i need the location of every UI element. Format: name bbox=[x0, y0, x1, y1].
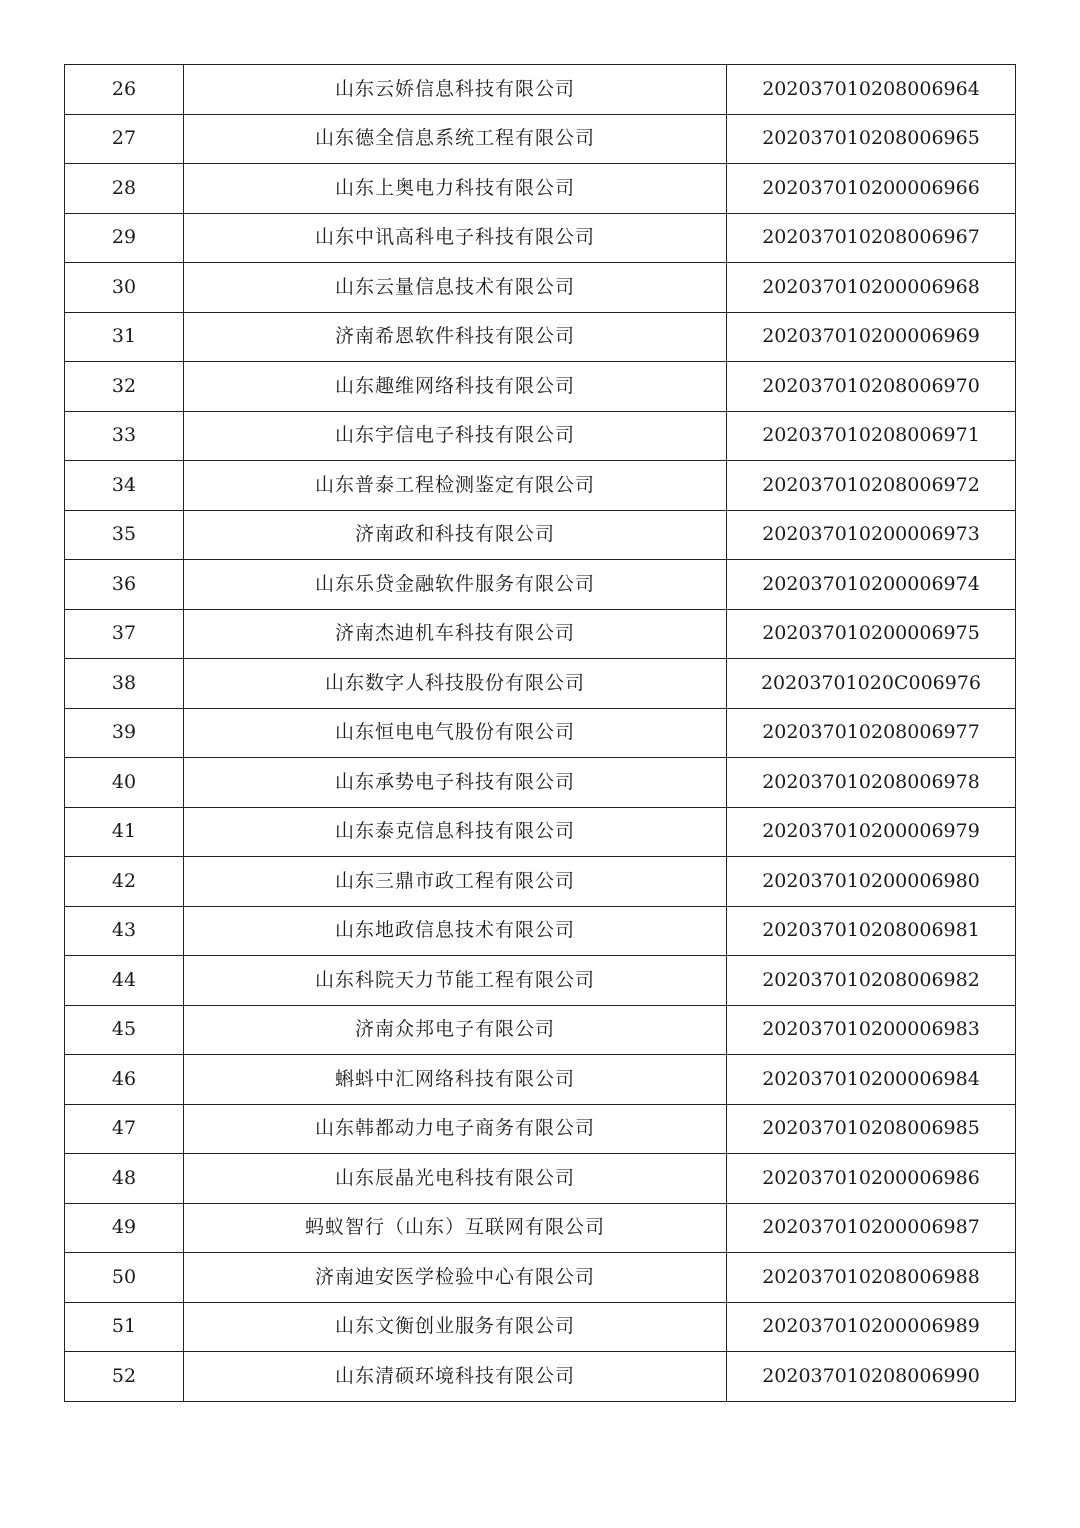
table-row bbox=[65, 213, 1016, 263]
registration-code-cell: 20203701020C006976 bbox=[727, 659, 1016, 709]
table-row bbox=[65, 659, 1016, 709]
company-name-cell: 济南政和科技有限公司 bbox=[184, 510, 727, 560]
company-name-cell: 山东科院天力节能工程有限公司 bbox=[184, 956, 727, 1006]
company-name-cell: 山东清硕环境科技有限公司 bbox=[184, 1352, 727, 1402]
registration-code-cell: 202037010200006989 bbox=[727, 1302, 1016, 1352]
registration-code-cell: 202037010208006967 bbox=[727, 213, 1016, 263]
table-row bbox=[65, 461, 1016, 511]
company-name-cell: 山东恒电电气股份有限公司 bbox=[184, 708, 727, 758]
table-row bbox=[65, 164, 1016, 214]
row-number-cell: 44 bbox=[65, 956, 184, 1006]
company-name-cell: 山东三鼎市政工程有限公司 bbox=[184, 857, 727, 907]
registration-code-cell: 202037010200006984 bbox=[727, 1055, 1016, 1105]
table-row bbox=[65, 906, 1016, 956]
row-number-cell: 46 bbox=[65, 1055, 184, 1105]
registration-code-cell: 202037010208006990 bbox=[727, 1352, 1016, 1402]
company-name-cell: 山东云量信息技术有限公司 bbox=[184, 263, 727, 313]
row-number-cell: 29 bbox=[65, 213, 184, 263]
row-number-cell: 49 bbox=[65, 1203, 184, 1253]
table-row bbox=[65, 114, 1016, 164]
company-name-cell: 济南众邦电子有限公司 bbox=[184, 1005, 727, 1055]
registration-code-cell: 202037010200006975 bbox=[727, 609, 1016, 659]
company-name-cell: 山东韩都动力电子商务有限公司 bbox=[184, 1104, 727, 1154]
table-body bbox=[65, 65, 1016, 1402]
registration-code-cell: 202037010200006979 bbox=[727, 807, 1016, 857]
company-name-cell: 山东地政信息技术有限公司 bbox=[184, 906, 727, 956]
row-number-cell: 47 bbox=[65, 1104, 184, 1154]
row-number-cell: 38 bbox=[65, 659, 184, 709]
table-row bbox=[65, 263, 1016, 313]
registration-code-cell: 202037010208006977 bbox=[727, 708, 1016, 758]
row-number-cell: 28 bbox=[65, 164, 184, 214]
row-number-cell: 52 bbox=[65, 1352, 184, 1402]
registration-code-cell: 202037010200006969 bbox=[727, 312, 1016, 362]
registration-code-cell: 202037010208006988 bbox=[727, 1253, 1016, 1303]
company-name-cell: 山东德全信息系统工程有限公司 bbox=[184, 114, 727, 164]
registration-code-cell: 202037010200006966 bbox=[727, 164, 1016, 214]
row-number-cell: 37 bbox=[65, 609, 184, 659]
registration-code-cell: 202037010200006983 bbox=[727, 1005, 1016, 1055]
table-row bbox=[65, 1302, 1016, 1352]
table-row bbox=[65, 1005, 1016, 1055]
table-row bbox=[65, 560, 1016, 610]
registration-code-cell: 202037010200006980 bbox=[727, 857, 1016, 907]
table-row bbox=[65, 708, 1016, 758]
row-number-cell: 26 bbox=[65, 65, 184, 115]
company-name-cell: 山东云娇信息科技有限公司 bbox=[184, 65, 727, 115]
registration-code-cell: 202037010208006972 bbox=[727, 461, 1016, 511]
registration-code-cell: 202037010208006964 bbox=[727, 65, 1016, 115]
registration-code-cell: 202037010208006978 bbox=[727, 758, 1016, 808]
table-row bbox=[65, 1253, 1016, 1303]
table-row bbox=[65, 65, 1016, 115]
company-name-cell: 济南希恩软件科技有限公司 bbox=[184, 312, 727, 362]
registration-code-cell: 202037010200006986 bbox=[727, 1154, 1016, 1204]
row-number-cell: 30 bbox=[65, 263, 184, 313]
row-number-cell: 48 bbox=[65, 1154, 184, 1204]
registration-code-cell: 202037010200006974 bbox=[727, 560, 1016, 610]
table-row bbox=[65, 609, 1016, 659]
row-number-cell: 34 bbox=[65, 461, 184, 511]
company-name-cell: 山东乐贷金融软件服务有限公司 bbox=[184, 560, 727, 610]
row-number-cell: 40 bbox=[65, 758, 184, 808]
company-name-cell: 山东文衡创业服务有限公司 bbox=[184, 1302, 727, 1352]
company-name-cell: 山东上奥电力科技有限公司 bbox=[184, 164, 727, 214]
registration-code-cell: 202037010208006965 bbox=[727, 114, 1016, 164]
table-row bbox=[65, 1055, 1016, 1105]
table-row bbox=[65, 1352, 1016, 1402]
registration-code-cell: 202037010208006985 bbox=[727, 1104, 1016, 1154]
company-name-cell: 山东中讯高科电子科技有限公司 bbox=[184, 213, 727, 263]
registration-code-cell: 202037010208006981 bbox=[727, 906, 1016, 956]
company-name-cell: 山东辰晶光电科技有限公司 bbox=[184, 1154, 727, 1204]
table-row bbox=[65, 312, 1016, 362]
table-row bbox=[65, 956, 1016, 1006]
row-number-cell: 36 bbox=[65, 560, 184, 610]
row-number-cell: 43 bbox=[65, 906, 184, 956]
row-number-cell: 33 bbox=[65, 411, 184, 461]
table-row bbox=[65, 758, 1016, 808]
table-row bbox=[65, 362, 1016, 412]
table-row bbox=[65, 1203, 1016, 1253]
row-number-cell: 35 bbox=[65, 510, 184, 560]
row-number-cell: 39 bbox=[65, 708, 184, 758]
table-row bbox=[65, 1154, 1016, 1204]
company-name-cell: 蝌蚪中汇网络科技有限公司 bbox=[184, 1055, 727, 1105]
company-name-cell: 山东泰克信息科技有限公司 bbox=[184, 807, 727, 857]
table-row bbox=[65, 1104, 1016, 1154]
company-name-cell: 山东承势电子科技有限公司 bbox=[184, 758, 727, 808]
table-row bbox=[65, 857, 1016, 907]
company-name-cell: 山东数字人科技股份有限公司 bbox=[184, 659, 727, 709]
registration-code-cell: 202037010200006968 bbox=[727, 263, 1016, 313]
table-row bbox=[65, 807, 1016, 857]
registration-code-cell: 202037010200006973 bbox=[727, 510, 1016, 560]
row-number-cell: 41 bbox=[65, 807, 184, 857]
company-name-cell: 蚂蚁智行（山东）互联网有限公司 bbox=[184, 1203, 727, 1253]
table-row bbox=[65, 411, 1016, 461]
company-name-cell: 山东趣维网络科技有限公司 bbox=[184, 362, 727, 412]
company-name-cell: 济南迪安医学检验中心有限公司 bbox=[184, 1253, 727, 1303]
table-row bbox=[65, 510, 1016, 560]
registration-code-cell: 202037010208006970 bbox=[727, 362, 1016, 412]
registration-code-cell: 202037010200006987 bbox=[727, 1203, 1016, 1253]
row-number-cell: 27 bbox=[65, 114, 184, 164]
registration-code-cell: 202037010208006982 bbox=[727, 956, 1016, 1006]
company-name-cell: 济南杰迪机车科技有限公司 bbox=[184, 609, 727, 659]
row-number-cell: 45 bbox=[65, 1005, 184, 1055]
row-number-cell: 31 bbox=[65, 312, 184, 362]
row-number-cell: 32 bbox=[65, 362, 184, 412]
row-number-cell: 42 bbox=[65, 857, 184, 907]
row-number-cell: 50 bbox=[65, 1253, 184, 1303]
company-registry-table bbox=[64, 64, 1016, 1402]
row-number-cell: 51 bbox=[65, 1302, 184, 1352]
company-name-cell: 山东普泰工程检测鉴定有限公司 bbox=[184, 461, 727, 511]
registration-code-cell: 202037010208006971 bbox=[727, 411, 1016, 461]
company-name-cell: 山东宇信电子科技有限公司 bbox=[184, 411, 727, 461]
